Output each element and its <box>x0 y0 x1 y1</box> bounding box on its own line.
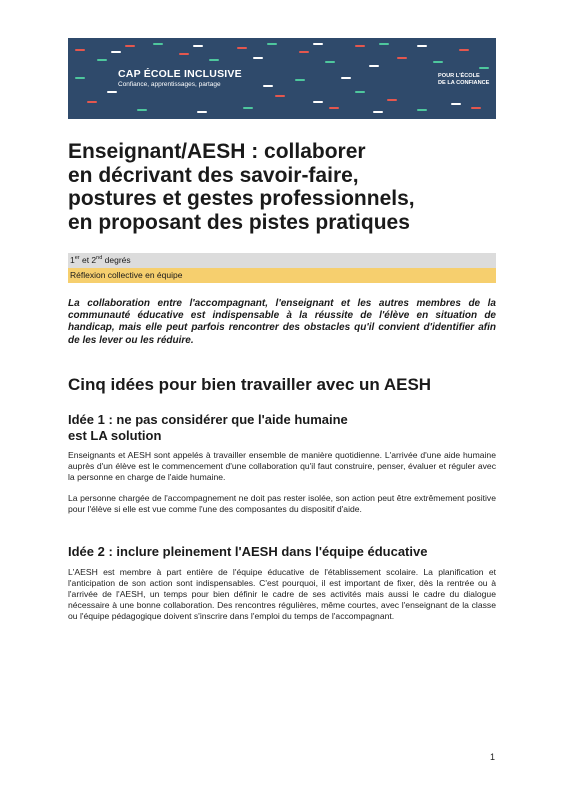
banner-right-line-1: POUR L'ÉCOLE <box>438 73 480 79</box>
idea-1-heading <box>68 412 498 443</box>
level-sup-2: nd <box>96 255 103 261</box>
level-sup-1: er <box>74 255 80 261</box>
title-line-2: en décrivant des savoir-faire, <box>68 163 359 187</box>
title-line-1: Enseignant/AESH : collaborer <box>68 140 366 163</box>
banner-right-logo <box>438 73 490 87</box>
level-num-1: 1 <box>70 255 75 265</box>
level-end: degrés <box>102 255 131 265</box>
title-line-4: en proposant des pistes pratiques <box>68 210 410 234</box>
idea-1-heading-line-1: Idée 1 : ne pas considérer que l'aide humaine <box>68 412 348 427</box>
category-bar: Réflexion collective en équipe <box>68 268 496 283</box>
banner-subtitle: Confiance, apprentissages, partage <box>118 81 221 88</box>
header-banner <box>68 38 496 119</box>
levels-bar <box>68 253 496 268</box>
banner-title: CAP ÉCOLE INCLUSIVE <box>118 68 242 80</box>
idea-1-heading-line-2: est LA solution <box>68 427 162 443</box>
banner-right-line-2: DE LA CONFIANCE <box>438 80 490 86</box>
page-number: 1 <box>490 752 496 762</box>
document-title <box>68 140 508 234</box>
title-line-3: postures et gestes professionnels, <box>68 187 415 210</box>
idea-1-paragraph-2: La personne chargée de l'accompagnement ne doit pas rester isolée, son action peut être extrêmement positive pour l'élève si elle est vue comme l'une des composantes du dispositif d'aide. <box>68 493 496 514</box>
idea-2-paragraph: L'AESH est membre à part entière de l'équipe éducative de l'établissement scolaire. La planification et l'anticipation de son action sont indispensables. C'est pourquoi, il est important de fixer, dès la rentrée ou à l'arrivée de l'AESH, un temps pour bien définir le cadre de ses activités mais aussi le cadre du dialogue nécessaire à une bonne collaboration. Des rencontres régulières, même courtes, avec l'enseignant de la classe ou l'équipe pédagogique doivent s'inscrire dans l'emploi du temps de l'accompagnant. <box>68 567 496 621</box>
section-heading: Cinq idées pour bien travailler avec un AESH <box>68 375 432 394</box>
idea-1-paragraph-1: Enseignants et AESH sont appelés à travailler ensemble de manière quotidienne. L'arrivée d'une aide humaine auprès d'un élève est le commencement d'une collaboration qu'il faut construire, penser, évaluer et réguler avec la personne en charge de l'aide humaine. <box>68 450 496 482</box>
idea-2-heading: Idée 2 : inclure pleinement l'AESH dans l'équipe éducative <box>68 544 428 559</box>
level-mid: et 2 <box>79 255 97 265</box>
intro-paragraph: La collaboration entre l'accompagnant, l'enseignant et les autres membres de la communauté éducative est indispensable à la réussite de l'élève en situation de handicap, mais elle peut parfois rencontrer des obstacles qu'il convient d'identifier afin de les lever ou les réduire. <box>68 298 496 346</box>
